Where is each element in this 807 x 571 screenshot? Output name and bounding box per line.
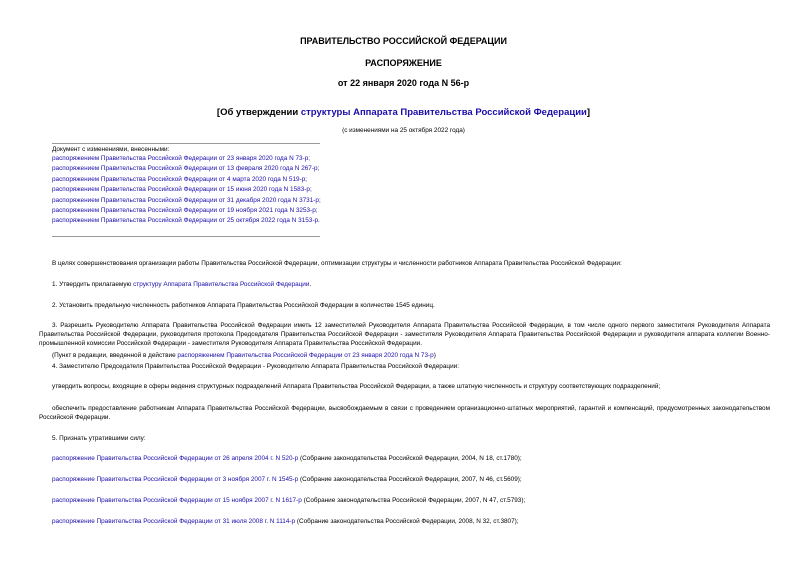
- repealed-link[interactable]: распоряжение Правительства Российской Федерации от 26 апреля 2004 г. N 520-р: [52, 455, 299, 462]
- title-suffix: ]: [586, 107, 591, 118]
- p3-note-link[interactable]: распоряжением Правительства Российской Федерации от 23 января 2020 года N 73-р: [177, 352, 434, 359]
- preamble: В целях совершенствования организации работы Правительства Российской Федерации, оптимизации структуры и численности работников Аппарата Правительства Российской Федерации:: [52, 260, 622, 267]
- change-link[interactable]: распоряжением Правительства Российской Федерации от 25 октября 2022 года N 3153-р.: [52, 217, 320, 225]
- document-date-number: от 22 января 2020 года N 56-р: [337, 78, 470, 88]
- paragraph-5: 5. Признать утратившими силу:: [52, 435, 146, 442]
- repealed-link[interactable]: распоряжение Правительства Российской Федерации от 31 июля 2008 г. N 1114-р: [52, 518, 296, 525]
- repealed-source: (Собрание законодательства Российской Федерации, 2008, N 32, ст.3807);: [295, 518, 519, 525]
- document-type: РАСПОРЯЖЕНИЕ: [365, 58, 442, 68]
- changes-intro: Документ с изменениями, внесенными:: [52, 146, 170, 153]
- paragraph-4a: утвердить вопросы, входящие в сферы ведения структурных подразделений Аппарата Правительства Российской Федерации, а также штатную численность и структуру соответствующих подразделений;: [52, 383, 661, 390]
- paragraph-4b: обеспечить предоставление работникам Аппарата Правительства Российской Федерации, высвобождаемым в связи с проведением организационно-штатных мероприятий, гарантий и компенсаций, предусмотренных законодательством Российской Федерации.: [39, 405, 770, 421]
- repealed-source: (Собрание законодательства Российской Федерации, 2007, N 47, ст.5793);: [301, 497, 526, 504]
- p3-note-suffix: ): [433, 352, 436, 359]
- issuer-heading: ПРАВИТЕЛЬСТВО РОССИЙСКОЙ ФЕДЕРАЦИИ: [300, 36, 507, 46]
- change-link[interactable]: распоряжением Правительства Российской Федерации от 15 июня 2020 года N 1583-р;: [52, 186, 312, 194]
- repealed-item: [52, 475, 770, 484]
- title-link[interactable]: структуры Аппарата Правительства Российской Федерации: [300, 107, 587, 118]
- change-link[interactable]: распоряжением Правительства Российской Федерации от 13 февраля 2020 года N 267-р;: [52, 165, 320, 173]
- p3-note-prefix: (Пункт в редакции, введенной в действие: [52, 352, 178, 359]
- repealed-link[interactable]: распоряжение Правительства Российской Федерации от 3 ноября 2007 г. N 1545-р: [52, 476, 299, 483]
- paragraph-2: 2. Установить предельную численность работников Аппарата Правительства Российской Федерации в количестве 1545 единиц.: [52, 302, 435, 309]
- document-title: [0, 107, 807, 118]
- p1-structure-link[interactable]: структуру Аппарата Правительства Российской Федерации: [133, 281, 310, 288]
- edition-note: (с изменениями на 25 октября 2022 года): [342, 127, 465, 134]
- paragraph-3: 3. Разрешить Руководителю Аппарата Правительства Российской Федерации иметь 12 заместителей Руководителя Аппарата Правительства Российской Федерации, в том числе одного первого заместителя Руководителя Аппарата Правительства Российской Федерации, руководителя протокола Председателя Правительства Российской Федерации - заместителя Руководителя Аппарата Правительства Российской Федерации и руководителя аппарата коллегии Военно-промышленной комиссии Российской Федерации - заместителя Руководителя Аппарата Правительства Российской Федерации.: [39, 322, 770, 347]
- changes-bottom-divider: [52, 236, 320, 237]
- repealed-item: [52, 517, 770, 526]
- change-link[interactable]: распоряжением Правительства Российской Федерации от 4 марта 2020 года N 519-р;: [52, 175, 308, 183]
- p1-suffix: .: [309, 281, 312, 288]
- paragraph-4: 4. Заместителю Председателя Правительства Российской Федерации - Руководителю Аппарата Правительства Российской Федерации:: [52, 363, 459, 370]
- changes-list: [52, 155, 452, 228]
- paragraph-3-note: [52, 351, 752, 360]
- p1-prefix: 1. Утвердить прилагаемую: [52, 281, 134, 288]
- repealed-item: [52, 454, 770, 463]
- change-link[interactable]: распоряжением Правительства Российской Федерации от 23 января 2020 года N 73-р;: [52, 155, 311, 162]
- change-link[interactable]: распоряжением Правительства Российской Федерации от 31 декабря 2020 года N 3731-р;: [52, 196, 321, 204]
- change-link[interactable]: распоряжением Правительства Российской Федерации от 19 ноября 2021 года N 3253-р;: [52, 206, 318, 214]
- repealed-source: (Собрание законодательства Российской Федерации, 2007, N 46, ст.5609);: [298, 476, 522, 483]
- repealed-item: [52, 496, 770, 505]
- title-prefix: [Об утверждении: [216, 107, 301, 118]
- repealed-link[interactable]: распоряжение Правительства Российской Федерации от 15 ноября 2007 г. N 1617-р: [52, 497, 302, 504]
- changes-top-divider: [52, 143, 320, 144]
- paragraph-1: [52, 280, 752, 289]
- repealed-source: (Собрание законодательства Российской Федерации, 2004, N 18, ст.1780);: [298, 455, 522, 462]
